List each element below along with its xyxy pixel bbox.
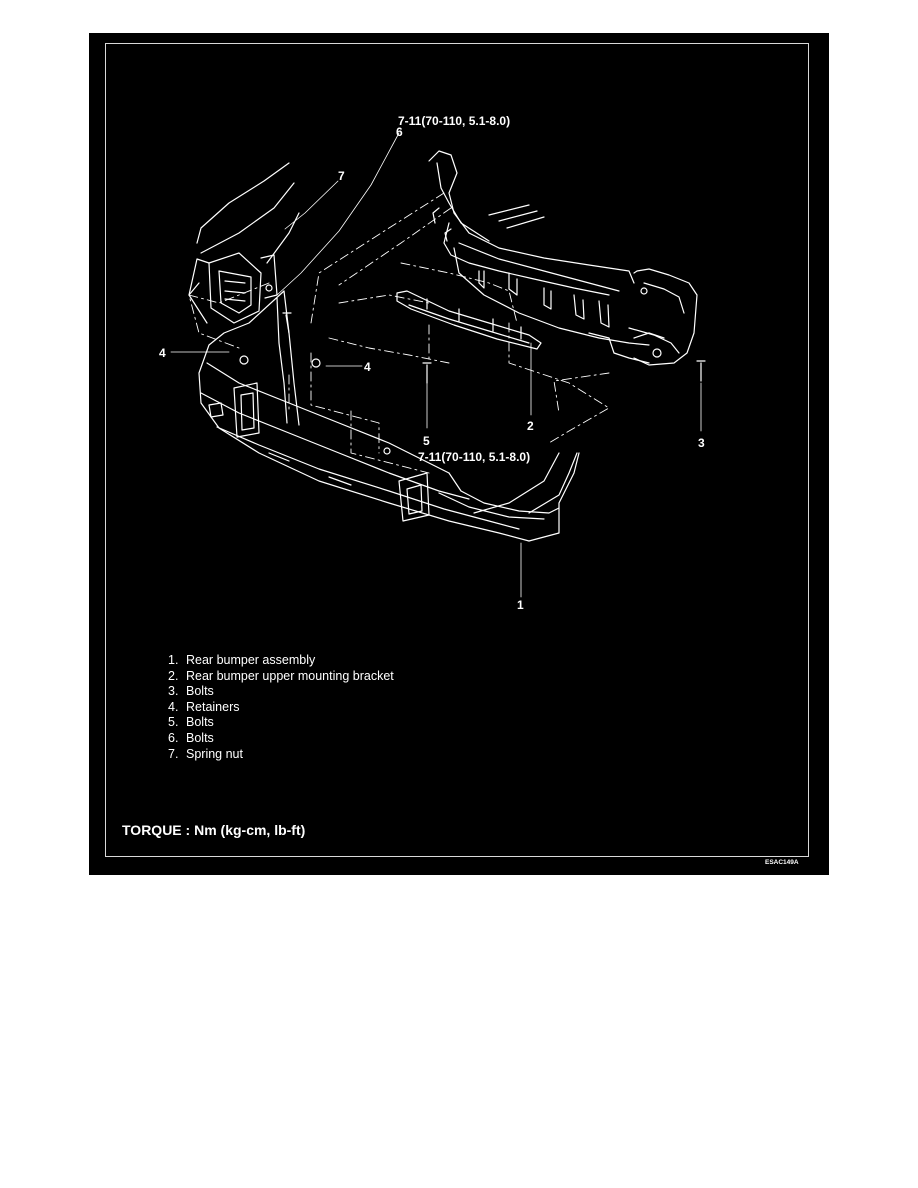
upper-mounting-bracket: [397, 291, 541, 349]
legend-item: 7. Spring nut: [168, 746, 243, 761]
legend-item: 1. Rear bumper assembly: [168, 653, 316, 667]
legend-item: 5. Bolts: [168, 715, 214, 730]
callout-4-right: 4: [364, 360, 371, 374]
legend-item: 2. Rear bumper upper mounting bracket: [168, 668, 394, 683]
callout-2: 2: [527, 419, 534, 433]
callout-3: 3: [698, 436, 705, 450]
exploded-diagram-figure: [89, 33, 829, 875]
bumper-fascia: [199, 291, 579, 541]
legend-item: 6. Bolts: [168, 730, 214, 745]
callout-7: 7: [338, 169, 345, 183]
leader-lines: [171, 133, 701, 597]
torque-callout-mid: 7-11(70-110, 5.1-8.0): [418, 450, 531, 464]
legend-item: 4. Retainers: [168, 699, 240, 714]
alignment-lines: [189, 193, 609, 473]
callout-5: 5: [423, 434, 430, 448]
callout-6: 6: [396, 125, 403, 139]
callout-1: 1: [517, 598, 524, 612]
left-quarter-panel: [189, 163, 299, 323]
callout-4-left: 4: [159, 346, 166, 360]
fasteners: [266, 285, 705, 383]
parts-legend: [168, 653, 394, 762]
figure-code: ESAC149A: [765, 859, 799, 866]
rear-body-panel: [429, 151, 697, 365]
legend-item: 3. Bolts: [168, 684, 214, 699]
torque-callout-top: 7-11(70-110, 5.1-8.0): [398, 114, 511, 128]
torque-units-note: TORQUE : Nm (kg-cm, lb-ft): [122, 822, 306, 838]
